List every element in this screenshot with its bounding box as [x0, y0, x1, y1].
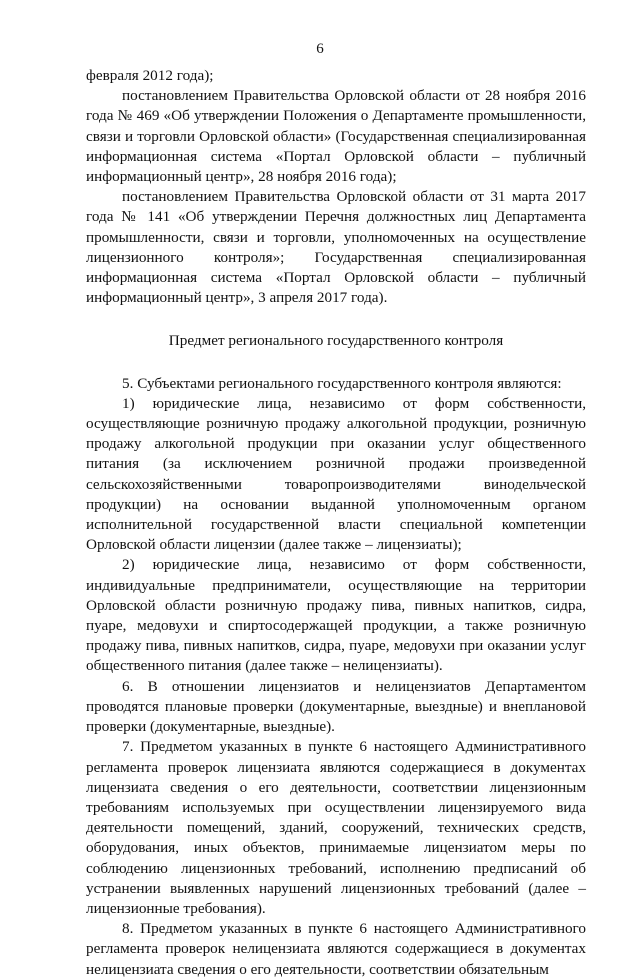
paragraph-decree-141: постановлением Правительства Орловской области от 31 марта 2017 года № 141 «Об утверждении Перечня должностных лиц Департамента промышленности, связи и торговли, уполномоченных на осуществление лицензионного контроля»; Государственная специализированная информационная система «Портал Орловской области – публичный информационный центр», 3 апреля 2017 года).: [86, 188, 586, 307]
paragraph-continuation: февраля 2012 года);: [86, 67, 214, 84]
page-number: 6: [316, 41, 324, 57]
paragraph-5-item-2: 2) юридические лица, независимо от форм собственности, индивидуальные предприниматели, осуществляющие на территории Орловской области розничную продажу пива, пивных напитков, сидра, пуаре, медовухи и спиртосодержащей продукции, а также розничную продажу пива, пивных напитков, сидра, пуаре, медовухи при оказании услуг общественного питания (далее также – нелицензиаты).: [86, 556, 586, 675]
document-body: [86, 66, 586, 980]
section-heading: Предмет регионального государственного контроля: [168, 332, 504, 350]
paragraph-5-item-1: 1) юридические лица, независимо от форм собственности, осуществляющие розничную продажу алкогольной продукции, розничную продажу алкогольной продукции при оказании услуг общественного питания (за исключением розничной продажи произведенной сельскохозяйственными товаропроизводителями винодельческой продукции) на основании выданной уполномоченным органом исполнительной государственной власти специальной компетенции Орловской области лицензии (далее также – лицензиаты);: [86, 394, 586, 554]
paragraph-5: 5. Субъектами регионального государственного контроля являются:: [122, 374, 562, 392]
paragraph-6: 6. В отношении лицензиатов и нелицензиатов Департаментом проводятся плановые проверки (документарные, выездные) и внеплановой проверки (документарные, выездные).: [86, 677, 586, 736]
paragraph-7: 7. Предметом указанных в пункте 6 настоящего Административного регламента проверок лицензиата являются содержащиеся в документах лицензиата сведения о его деятельности, соответствии лицензионным требованиям используемых при осуществлении лицензируемого вида деятельности помещений, зданий, сооружений, технических средств, оборудования, иных объектов, принимаемые лицензиатом меры по соблюдению лицензионных требований, исполнению предписаний об устранении выявленных нарушений лицензионных требований (далее – лицензионные требования).: [86, 738, 586, 917]
paragraph-decree-469: постановлением Правительства Орловской области от 28 ноября 2016 года № 469 «Об утверждении Положения о Департаменте промышленности, связи и торговли Орловской области» (Государственная специализированная информационная система «Портал Орловской области – публичный информационный центр», 28 ноября 2016 года);: [86, 87, 586, 186]
paragraph-8: 8. Предметом указанных в пункте 6 настоящего Административного регламента проверок нелицензиата являются содержащиеся в документах нелицензиата сведения о его деятельности, соответствии обязательным: [86, 920, 586, 978]
